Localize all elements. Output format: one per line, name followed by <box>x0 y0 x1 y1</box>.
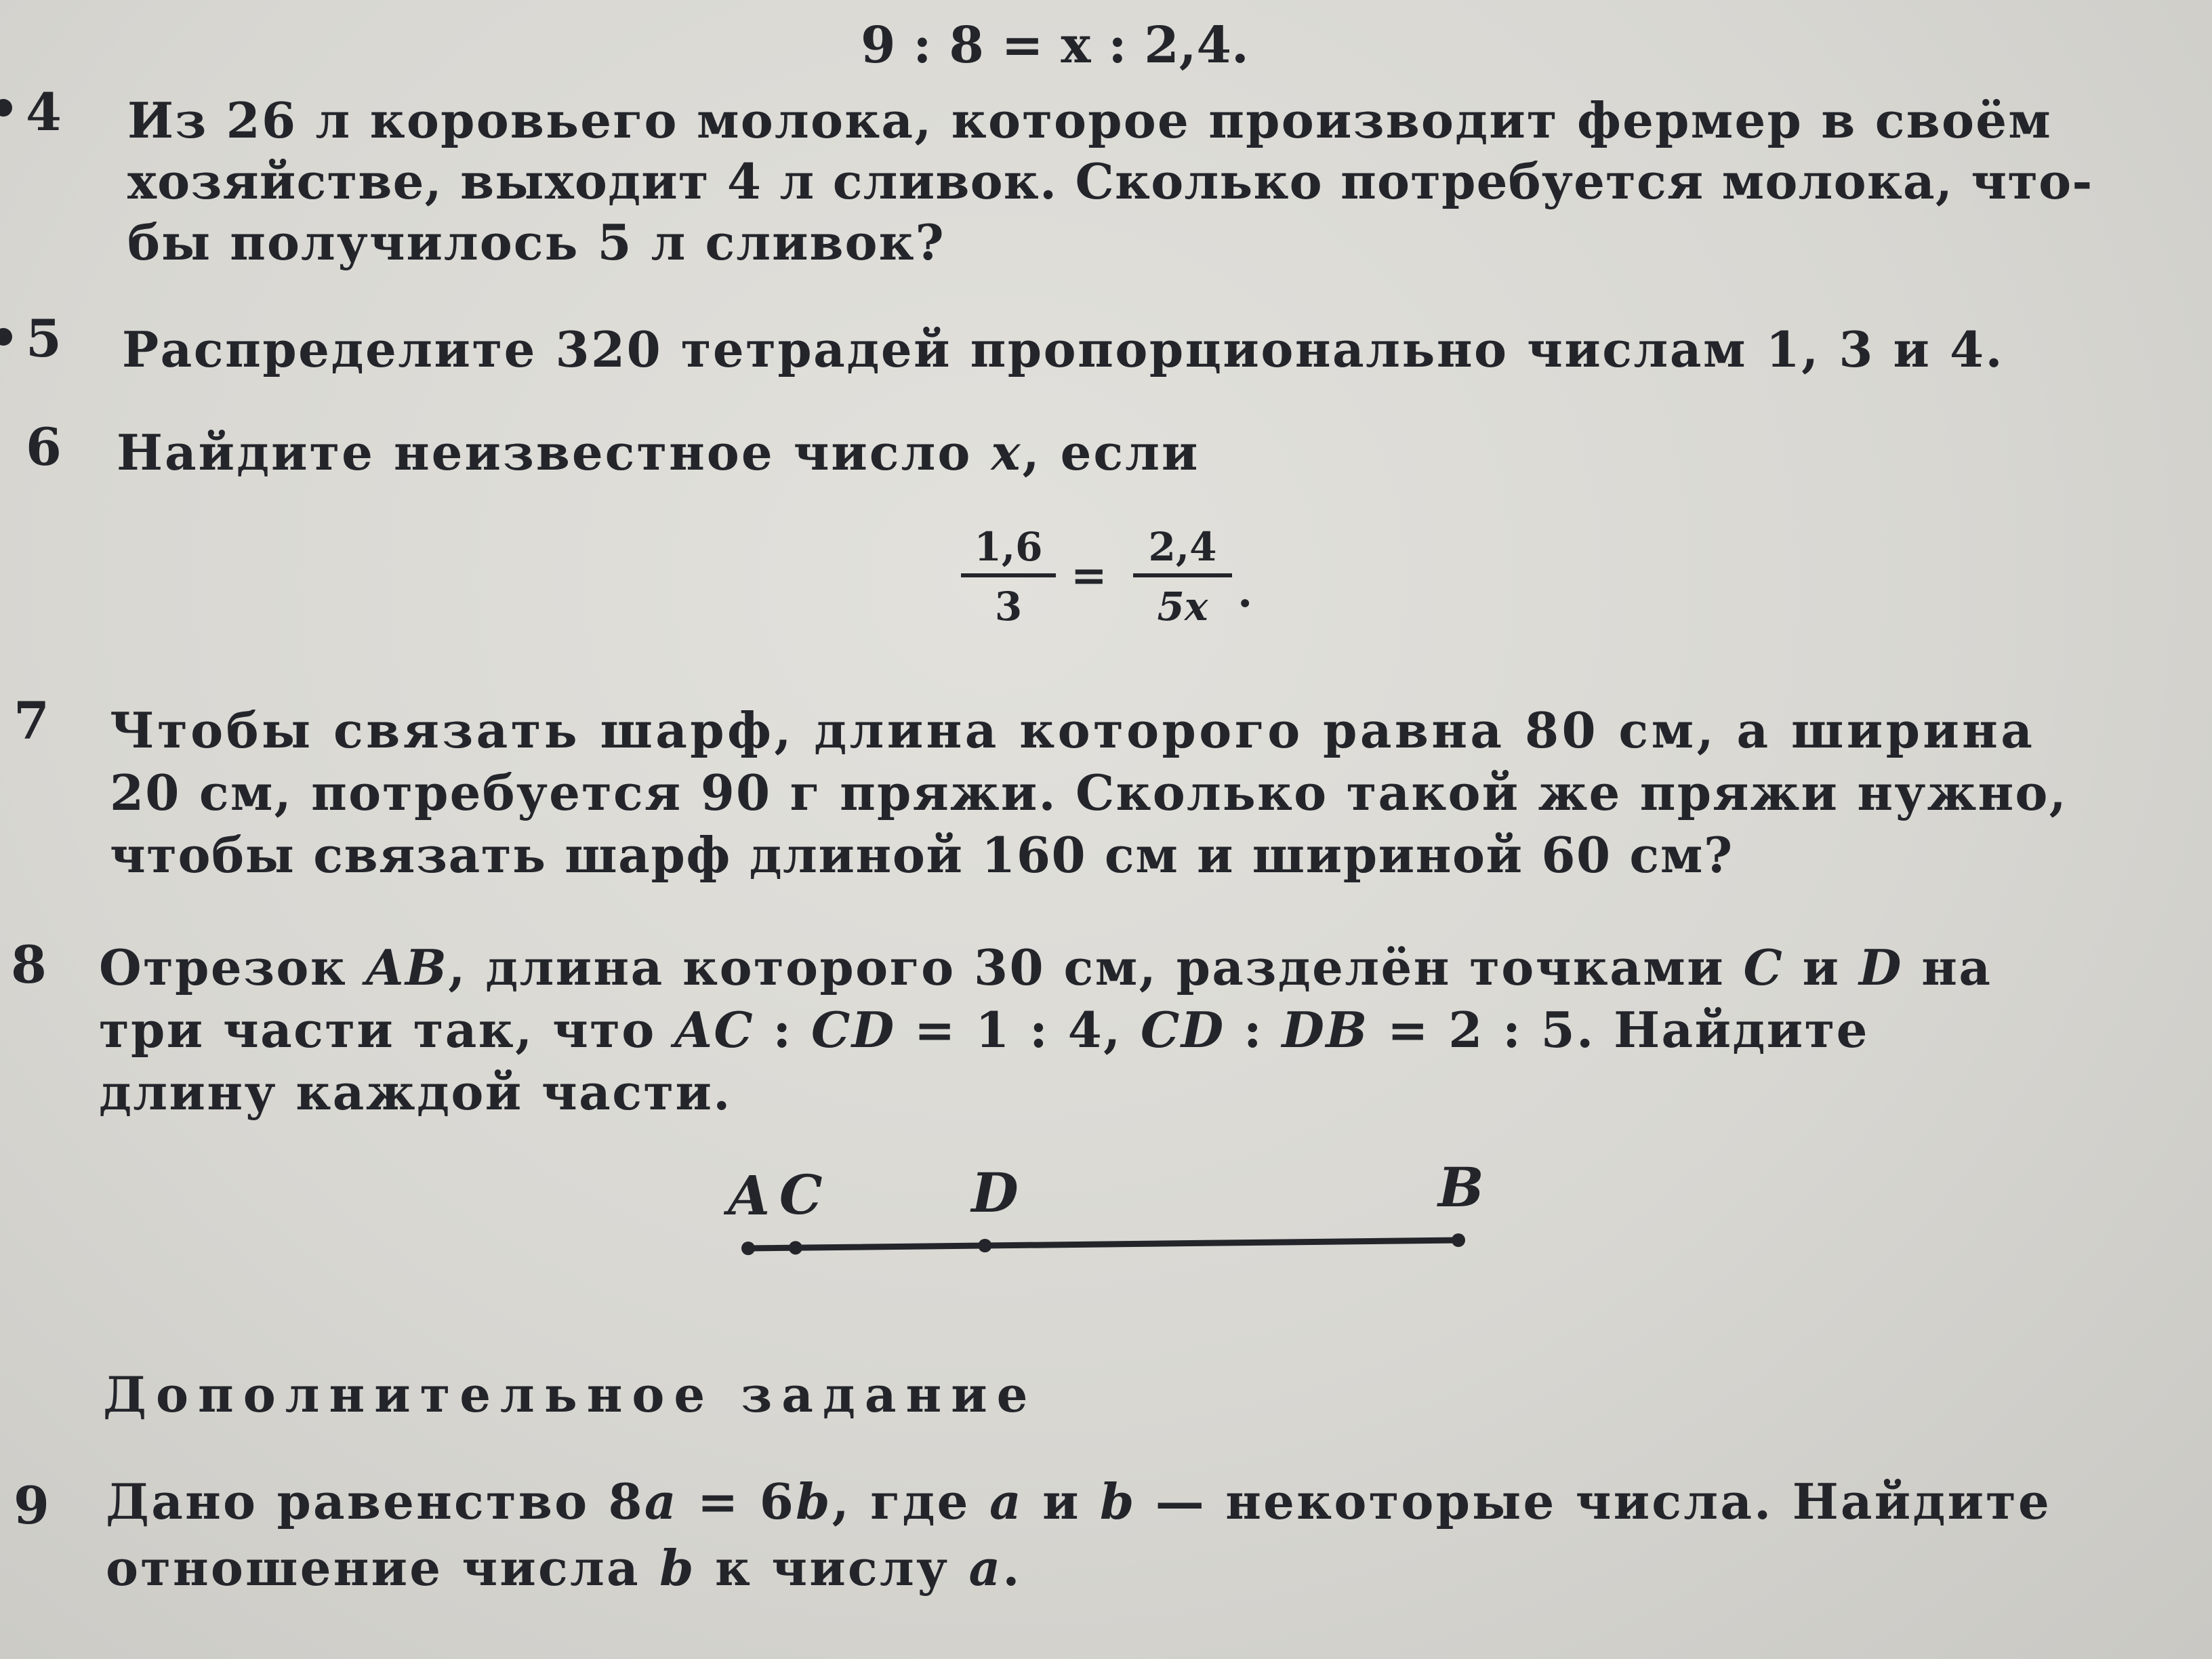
task5-number: 5 <box>26 308 62 369</box>
task8-line3: длину каждой части. <box>99 1063 732 1121</box>
task7-line1: Чтобы связать шарф, длина которого равна 80 см, а ширина <box>110 701 2036 759</box>
fraction-left-numerator: 1,6 <box>961 527 1056 577</box>
task9-var-b2: b <box>1099 1473 1136 1530</box>
task6-text-b: , если <box>1022 424 1200 481</box>
extra-task-heading: Дополнительное задание <box>103 1366 1038 1423</box>
task7-line2: 20 см, потребуется 90 г пряжи. Сколько такой же пряжи нужно, <box>110 764 2068 821</box>
task7-number: 7 <box>14 691 49 751</box>
task6-var-x: x <box>991 424 1023 481</box>
task7-line3: чтобы связать шарф длиной 160 см и шириной 60 см? <box>110 826 1734 884</box>
task4-line2: хозяйстве, выходит 4 л сливок. Сколько потребуется молока, что- <box>127 152 2093 210</box>
task9-l1-a: Дано равенство 8 <box>106 1473 644 1530</box>
task4-number: 4 <box>26 82 62 142</box>
task9-l2-a: отношение числа <box>106 1539 660 1597</box>
task6-text-a: Найдите неизвестное число <box>117 424 991 481</box>
task9-line1 <box>106 1473 2051 1530</box>
task9-l1-e: — некоторые числа. Найдите <box>1136 1473 2051 1530</box>
task9-var-b3: b <box>659 1539 696 1597</box>
task6-number: 6 <box>26 417 62 477</box>
task8-var-cd: CD <box>811 1001 896 1059</box>
task9-var-a3: a <box>968 1539 1003 1597</box>
task9-l2-end: . <box>1002 1539 1022 1597</box>
header-equation: 9 : 8 = x : 2,4. <box>861 16 1249 75</box>
task4-line3: бы получилось 5 л сливок? <box>127 213 945 271</box>
task8-var-d: D <box>1858 939 1903 996</box>
task8-var-db: DB <box>1282 1001 1369 1059</box>
segment-point-c <box>789 1241 802 1254</box>
task8-number: 8 <box>11 935 47 995</box>
segment-label-d: D <box>971 1161 1019 1225</box>
fraction-right-numerator: 2,4 <box>1133 527 1232 577</box>
task9-l1-b: = 6 <box>678 1473 796 1530</box>
task9-var-a1: a <box>644 1473 678 1530</box>
segment-label-c: C <box>779 1163 823 1227</box>
fraction-right-denominator: 5x <box>1157 583 1208 630</box>
task8-l2-a: три части так, что <box>99 1001 675 1059</box>
task8-var-cd2: CD <box>1141 1001 1225 1059</box>
fraction-left-denominator: 3 <box>994 583 1023 630</box>
task9-var-a2: a <box>989 1473 1023 1530</box>
task4-line1: Из 26 л коровьего молока, которое производит фермер в своём <box>127 91 2052 149</box>
task8-l2-c: = 1 : 4, <box>895 1001 1141 1059</box>
segment-point-b <box>1452 1233 1465 1247</box>
task9-line2 <box>106 1539 1022 1597</box>
task8-l2-b: : <box>754 1001 811 1059</box>
segment-label-a: A <box>728 1164 771 1227</box>
fraction-period: . <box>1237 567 1253 617</box>
task9-number: 9 <box>14 1475 49 1536</box>
task8-var-c: C <box>1743 939 1784 996</box>
task8-l1-a: Отрезок <box>99 939 366 996</box>
task8-l1-d: и <box>1784 939 1859 996</box>
segment-point-a <box>741 1242 755 1255</box>
task8-l2-d: : <box>1225 1001 1282 1059</box>
segment-label-b: B <box>1438 1155 1484 1219</box>
fraction-equals: = <box>1071 550 1107 601</box>
task8-l1-b: , длина которого 30 см, разделён точками <box>448 939 1744 996</box>
task9-l2-c: к числу <box>695 1539 969 1597</box>
segment-ab-line <box>748 1240 1458 1248</box>
task9-l1-d: и <box>1023 1473 1100 1530</box>
task9-var-b1: b <box>796 1473 832 1530</box>
task8-var-ab: AB <box>365 939 449 996</box>
task5-line1: Распределите 320 тетрадей пропорционально числам 1, 3 и 4. <box>122 321 2005 378</box>
task8-l1-e: на <box>1902 939 1992 996</box>
task8-var-ac: AC <box>674 1001 755 1059</box>
task8-l2-e: = 2 : 5. Найдите <box>1368 1001 1869 1059</box>
task9-l1-c: , где <box>832 1473 989 1530</box>
segment-point-d <box>978 1239 991 1252</box>
